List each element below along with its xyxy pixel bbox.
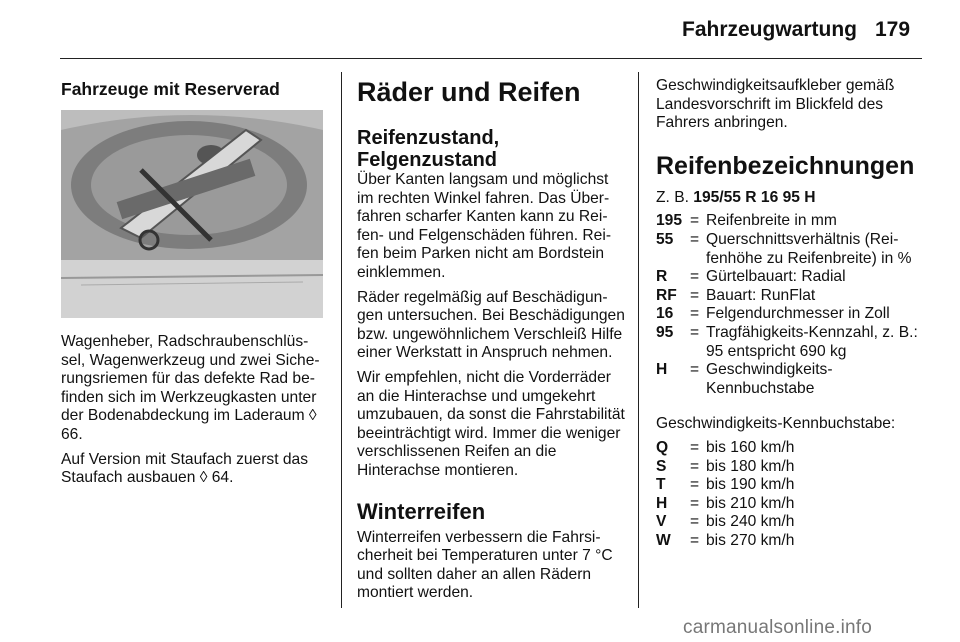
table-row	[656, 231, 928, 268]
speed-eq: =	[690, 457, 700, 475]
code-eq: =	[690, 361, 700, 379]
speed-eq: =	[690, 531, 700, 549]
table-row	[656, 361, 928, 398]
speed-key: H	[656, 494, 668, 512]
header-rule	[60, 58, 922, 59]
speed-key: T	[656, 476, 666, 494]
code-eq: =	[690, 230, 700, 248]
spare-wheel-text-1: Wagenheber, Radschraubenschlüssel, Wagenwerkzeug und zwei Sicherungsriemen für das defekte Rad befinden sich im Werkzeugkasten unter der Bodenabdeckung im Laderaum ◊ 66.	[61, 333, 320, 443]
subsection-tyre-condition: Reifenzustand, Felgenzustand	[357, 127, 500, 171]
code-key: R	[656, 268, 668, 286]
winter-tyres-text: Winterreifen verbessern die Fahrsicherheit bei Temperaturen unter 7 °C und sollten daher an allen Rädern montiert werden.	[357, 528, 613, 602]
code-desc: Tragfähigkeits-Kennzahl, z. B.: 95 entspricht 690 kg	[706, 323, 918, 360]
code-desc: Bauart: RunFlat	[706, 286, 816, 304]
tyre-condition-text-1: Über Kanten langsam und möglichst im rechten Winkel fahren. Das Überfahren scharfer Kanten kann zu Reifen- und Felgenschäden führen. Reifen beim Parken nicht am Bordstein einklemmen.	[357, 171, 612, 281]
spare-wheel-photo	[61, 110, 323, 318]
subsection-winter-tyres: Winterreifen	[357, 498, 486, 524]
speed-desc: bis 270 km/h	[706, 531, 795, 549]
speed-eq: =	[690, 438, 700, 456]
code-key: 16	[656, 305, 674, 323]
code-desc: Reifenbreite in mm	[706, 212, 837, 230]
speed-desc: bis 190 km/h	[706, 476, 795, 494]
watermark: carmanualsonline.info	[683, 617, 873, 638]
code-desc: Felgendurchmesser in Zoll	[706, 305, 890, 323]
speed-key: W	[656, 531, 671, 549]
speed-desc: bis 160 km/h	[706, 438, 795, 456]
table-row	[656, 458, 794, 477]
code-eq: =	[690, 305, 700, 323]
code-desc: Gürtelbauart: Radial	[706, 268, 846, 286]
speed-desc: bis 210 km/h	[706, 494, 795, 512]
table-row	[656, 532, 794, 551]
table-row	[656, 476, 794, 495]
speed-eq: =	[690, 494, 700, 512]
section-heading-spare-wheel: Fahrzeuge mit Reserverad	[61, 79, 280, 99]
speed-desc: bis 240 km/h	[706, 513, 795, 531]
table-row	[656, 324, 928, 361]
speed-letter-table	[656, 439, 794, 551]
speed-key: S	[656, 457, 667, 475]
designation-example	[656, 189, 928, 208]
code-desc: Geschwindigkeits- Kennbuchstabe	[706, 361, 833, 397]
spare-wheel-text-2: Auf Version mit Staufach zuerst das Staufach ausbauen ◊ 64.	[61, 450, 309, 487]
speed-letter-heading: Geschwindigkeits-Kennbuchstabe:	[656, 415, 896, 433]
code-eq: =	[690, 212, 700, 230]
speed-eq: =	[690, 513, 700, 531]
column-divider-right	[638, 72, 639, 608]
example-code: 195/55 R 16 95 H	[693, 188, 816, 206]
designation-table	[656, 212, 928, 398]
speed-sticker-text: Geschwindigkeitsaufkleber gemäß Landesvorschrift im Blickfeld des Fahrers anbringen.	[656, 77, 895, 132]
code-eq: =	[690, 268, 700, 286]
speed-key: Q	[656, 438, 669, 456]
page-header-title: Fahrzeugwartung	[682, 18, 858, 41]
spare-wheel-tools-icon	[61, 110, 323, 318]
table-row	[656, 495, 794, 514]
speed-desc: bis 180 km/h	[706, 457, 795, 475]
code-eq: =	[690, 286, 700, 304]
speed-key: V	[656, 513, 667, 531]
table-row	[656, 513, 794, 532]
code-key: 95	[656, 323, 674, 341]
code-key: 55	[656, 230, 674, 248]
table-row	[656, 439, 794, 458]
page-number: 179	[875, 18, 911, 41]
table-row	[656, 305, 928, 324]
code-key: RF	[656, 286, 677, 304]
tyre-condition-text-2: Räder regelmäßig auf Beschädigungen untersuchen. Bei Beschädigungen bzw. ungewöhnlichem Verschleiß Hilfe einer Werkstatt in Anspruch nehmen.	[357, 288, 625, 362]
section-title-wheels-tyres: Räder und Reifen	[357, 77, 581, 107]
tyre-condition-text-3: Wir empfehlen, nicht die Vorderräder an die Hinterachse und umgekehrt umzubauen, da sonst die Fahrstabilität beeinträchtigt wird. Immer die weniger verschlissenen Reifen an die Hinterachse montieren.	[357, 368, 625, 479]
table-row	[656, 212, 928, 231]
code-key: H	[656, 361, 668, 379]
code-eq: =	[690, 323, 700, 341]
section-title-tyre-designations: Reifenbezeichnungen	[656, 151, 915, 180]
code-desc: Querschnittsverhältnis (Reifenhöhe zu Reifenbreite) in %	[706, 230, 912, 267]
column-divider-left	[341, 72, 342, 608]
example-prefix: Z. B.	[656, 188, 689, 206]
speed-eq: =	[690, 476, 700, 494]
table-row	[656, 287, 928, 306]
table-row	[656, 268, 928, 287]
code-key: 195	[656, 212, 683, 230]
